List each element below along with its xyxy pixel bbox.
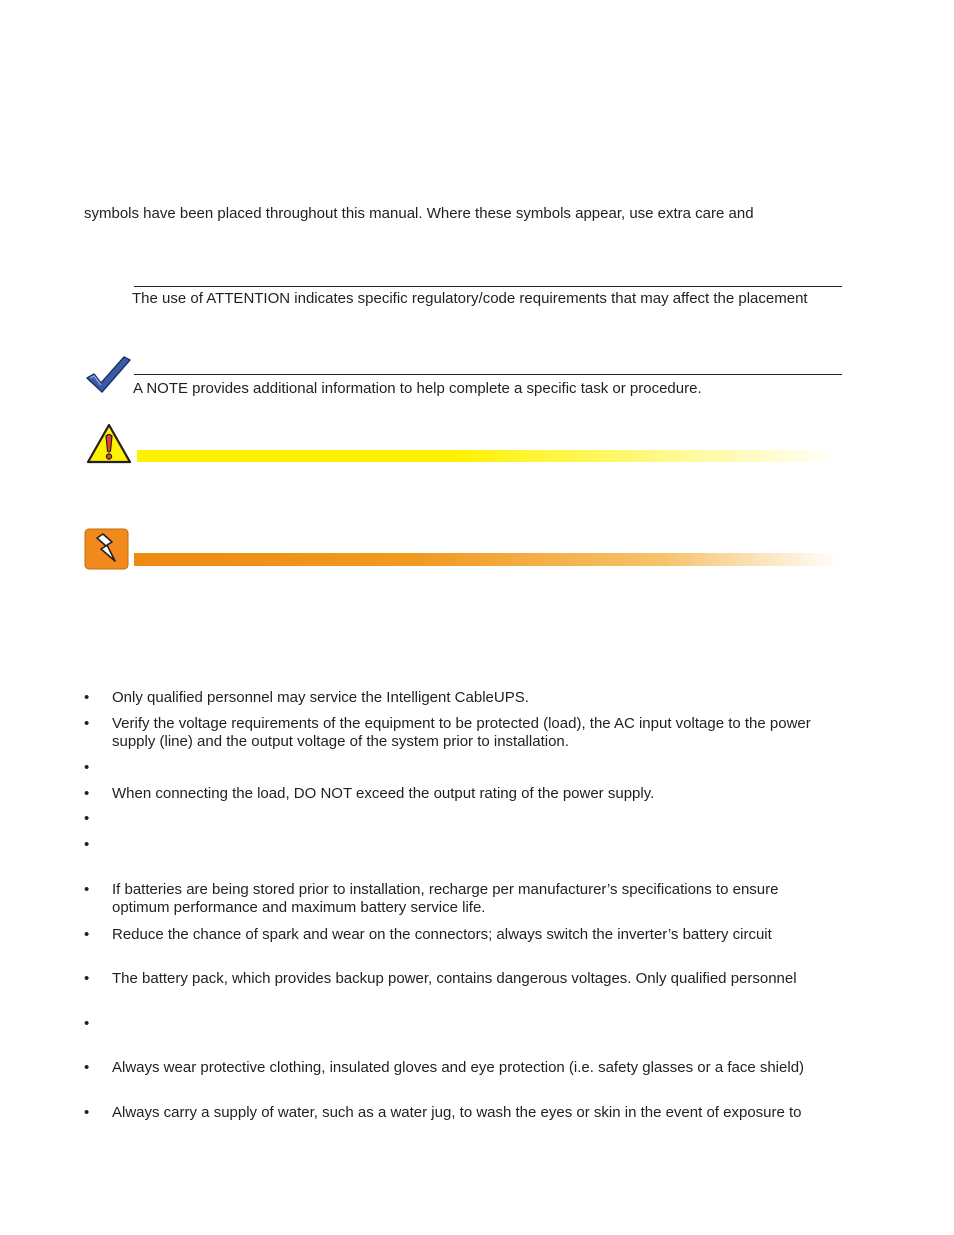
list-item-text: When connecting the load, DO NOT exceed the output rating of the power supply. <box>112 785 655 802</box>
checkmark-icon <box>84 354 132 394</box>
warning-triangle-icon <box>85 422 133 465</box>
warning-bar <box>134 553 840 566</box>
lightning-icon <box>84 528 129 570</box>
list-item-text: Always wear protective clothing, insulated gloves and eye protection (i.e. safety glasses or a face shield) <box>112 1059 805 1076</box>
list-item-text: optimum performance and maximum battery service life. <box>112 899 486 916</box>
list-item-text: If batteries are being stored prior to installation, recharge per manufacturer’s specifications to ensure <box>112 881 779 898</box>
attention-rule <box>134 286 842 287</box>
attention-text: The use of ATTENTION indicates specific regulatory/code requirements that may affect the placement <box>132 290 808 307</box>
list-item-text: The battery pack, which provides backup power, contains dangerous voltages. Only qualified personnel <box>112 970 797 987</box>
list-item-text: Reduce the chance of spark and wear on the connectors; always switch the inverter’s battery circuit <box>112 926 772 943</box>
caution-bar <box>137 450 840 462</box>
list-item-text: Always carry a supply of water, such as a water jug, to wash the eyes or skin in the event of exposure to <box>112 1104 802 1121</box>
list-item-text: Only qualified personnel may service the Intelligent CableUPS. <box>112 689 529 706</box>
intro-text: symbols have been placed throughout this manual. Where these symbols appear, use extra care and <box>84 205 754 222</box>
list-item-text: supply (line) and the output voltage of the system prior to installation. <box>112 733 569 750</box>
note-text: A NOTE provides additional information to help complete a specific task or procedure. <box>133 380 702 397</box>
note-rule <box>134 374 842 375</box>
list-item-text: Verify the voltage requirements of the equipment to be protected (load), the AC input voltage to the power <box>112 715 811 732</box>
